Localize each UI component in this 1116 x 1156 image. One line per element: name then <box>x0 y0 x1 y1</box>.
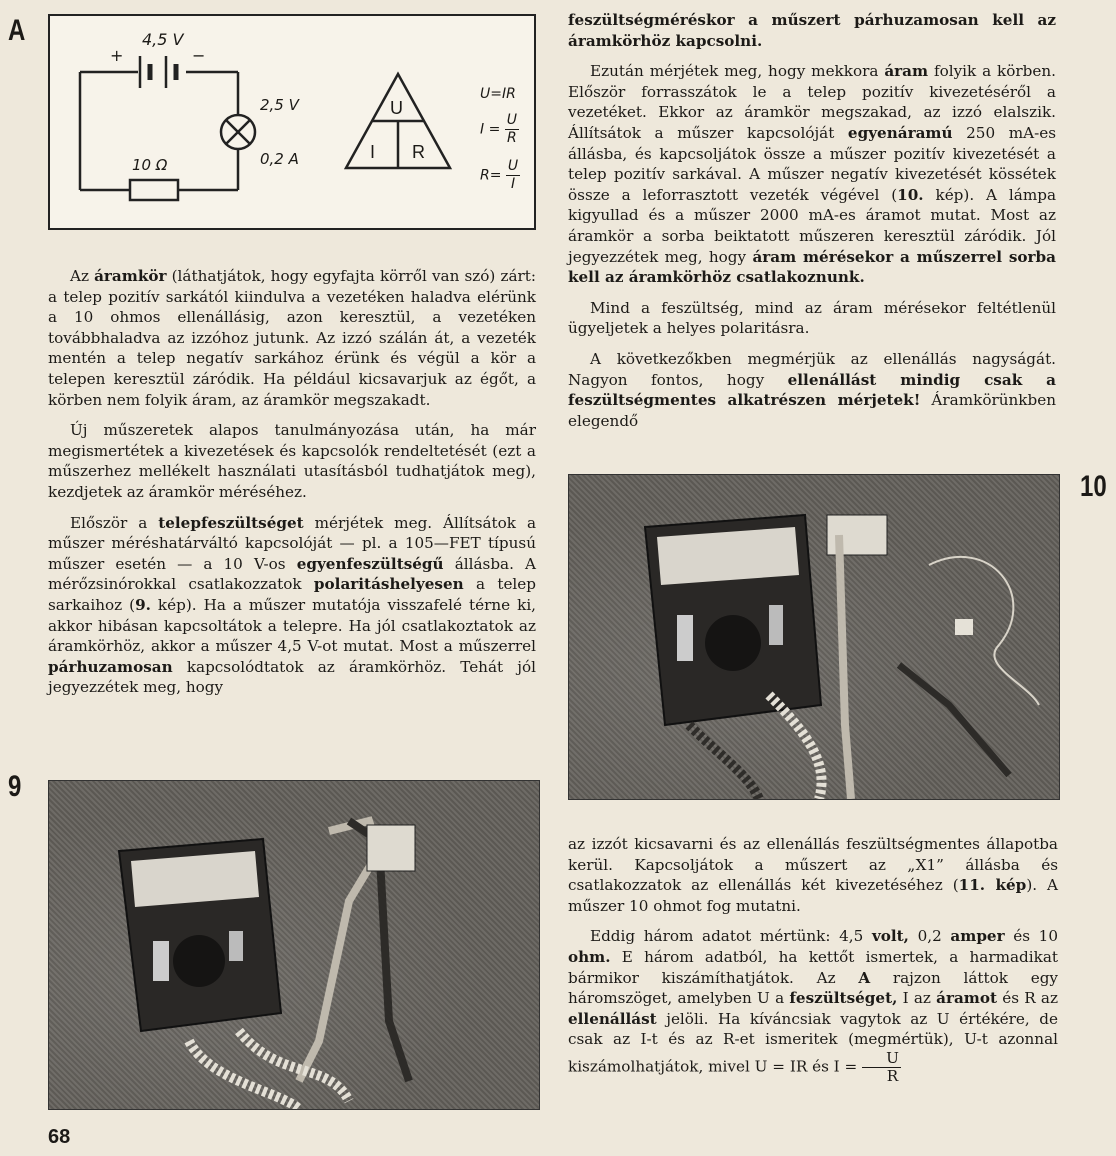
plus-sign: + <box>110 46 124 65</box>
photo-10 <box>568 474 1060 800</box>
fraction-u-over-r: $\frac{U}{R}$ <box>862 1050 901 1085</box>
figure-label-9: 9 <box>8 770 22 803</box>
paragraph: A következőkben megmérjük az ellenállás nagyságát. Nagyon fontos, hogy ellenállást mindig csak a feszültségmentes alkatrészen mérjetek! Áramkörünkben elegendő <box>568 349 1056 430</box>
paragraph: Először a telepfeszültséget mérjétek meg. Állítsátok a műszer méréshatárváltó kapcsolóját — pl. a 105—FET típusú műszer esetén — a 10 V-os egyenfeszültségű állásba. A mérőzsinórokkal csatlakozzatok polaritáshelyesen a telep sarkaihoz (9. kép). Ha a műszer mutatója visszafelé térne ki, akkor hibásan kapcsoltátok a telepre. Ha jól csatlakoztatok az áramkörhöz, akkor a műszer 4,5 V-ot mutat. Most a műszerrel párhuzamosan kapcsolódtatok az áramkörhöz. Tehát jól jegyezzétek meg, hogy <box>48 513 537 697</box>
page-number: 68 <box>48 1126 71 1148</box>
formula-i: I = $\frac{U}{R}$ <box>480 112 518 146</box>
paragraph: Mind a feszültség, mind az áram mérésekor feltétlenül ügyeljetek a helyes polaritásra. <box>568 298 1056 338</box>
right-column-bottom <box>568 834 1058 1095</box>
photo-10-illustration <box>569 475 1059 799</box>
triangle-i: I <box>370 142 376 162</box>
paragraph: feszültségméréskor a műszert párhuzamosan kell az áramkörhöz kapcsolni. <box>568 11 1056 50</box>
battery-voltage-label: 4,5 V <box>142 30 184 49</box>
lamp-voltage-label: 2,5 V <box>260 96 299 114</box>
paragraph: Az áramkör (láthatjátok, hogy egyfajta körről van szó) zárt: a telep pozitív sarkától kiindulva a vezetéken haladva elérünk a 10 ohmos ellenállásig, azon keresztül, a vezetéken továbbhaladva az izzóhoz jutunk. Az izzó szálán át, a vezeték mentén a telep negatív sarkához érünk és végül a kör a telepen keresztül záródik. Ha például kicsavarjuk az égőt, a körben nem folyik áram, az áramkör megszakadt. <box>48 267 536 409</box>
figure-label-a: A <box>8 14 26 47</box>
circuit-diagram <box>48 14 536 230</box>
triangle-u: U <box>390 98 403 118</box>
formula-r: R= $\frac{U}{I}$ <box>480 158 519 192</box>
paragraph: Eddig három adatot mértünk: 4,5 volt, 0,2 amper és 10 ohm. E három adatból, ha kettőt ismertek, a harmadikat bármikor kiszámíthatjátok. Az A rajzon láttok egy háromszöget, amelyben U a feszültséget, I az áramot és R az ellenállást jelöli. Ha kíváncsiak vagytok az U értékére, de csak az I-t és az R-et ismeritek (megmértük), U-t azonnal kiszámolhatjátok, mivel U = IR és I = $\frac{U}{R}$ <box>568 927 1058 1085</box>
formula-u: U=IR <box>480 86 516 102</box>
paragraph: Ezután mérjétek meg, hogy mekkora áram folyik a körben. Először forrasszátok le a telep pozitív kivezetéséről a vezetéket. Ekkor az áramkör megszakad, az izzó elalszik. Állítsátok a műszer kapcsolóját egyenáramú 250 mA-es állásba, és kapcsoljátok össze a műszer pozitív kivezetését a telep pozitív sarkával. A műszer negatív kivezetését kössétek össze a leforrasztott vezeték végével (10. kép). A lámpa kigyullad és a műszer 2000 mA-es áramot mutat. Most az áramkör a sorba beiktatott műszeren keresztül záródik. Jól jegyezzétek meg, hogy áram mérésekor a műszerrel sorba kell az áramkörhöz csatlakoznunk. <box>568 62 1056 287</box>
photo-9-illustration <box>49 781 539 1109</box>
left-column <box>48 266 536 708</box>
resistor-label: 10 Ω <box>132 156 168 174</box>
photo-9 <box>48 780 540 1110</box>
paragraph: az izzót kicsavarni és az ellenállás feszültségmentes állapotba kerül. Kapcsoljátok a műszert az „X1” állásba és csatlakozzatok az ellenállás két kivezetéséhez (11. kép). A műszer 10 ohmot fog mutatni. <box>568 835 1058 915</box>
lamp-current-label: 0,2 A <box>260 150 299 168</box>
minus-sign: − <box>192 46 206 65</box>
triangle-r: R <box>412 142 425 162</box>
right-column-top <box>568 10 1056 441</box>
paragraph: Új műszeretek alapos tanulmányozása után, ha már megismertétek a kivezetések és kapcsolók rendeltetését (ezt a műszerhez mellékelt használati utasításból tudhatjátok meg), kezdjetek az áramkör méréséhez. <box>48 421 536 501</box>
figure-label-10: 10 <box>1080 470 1107 503</box>
